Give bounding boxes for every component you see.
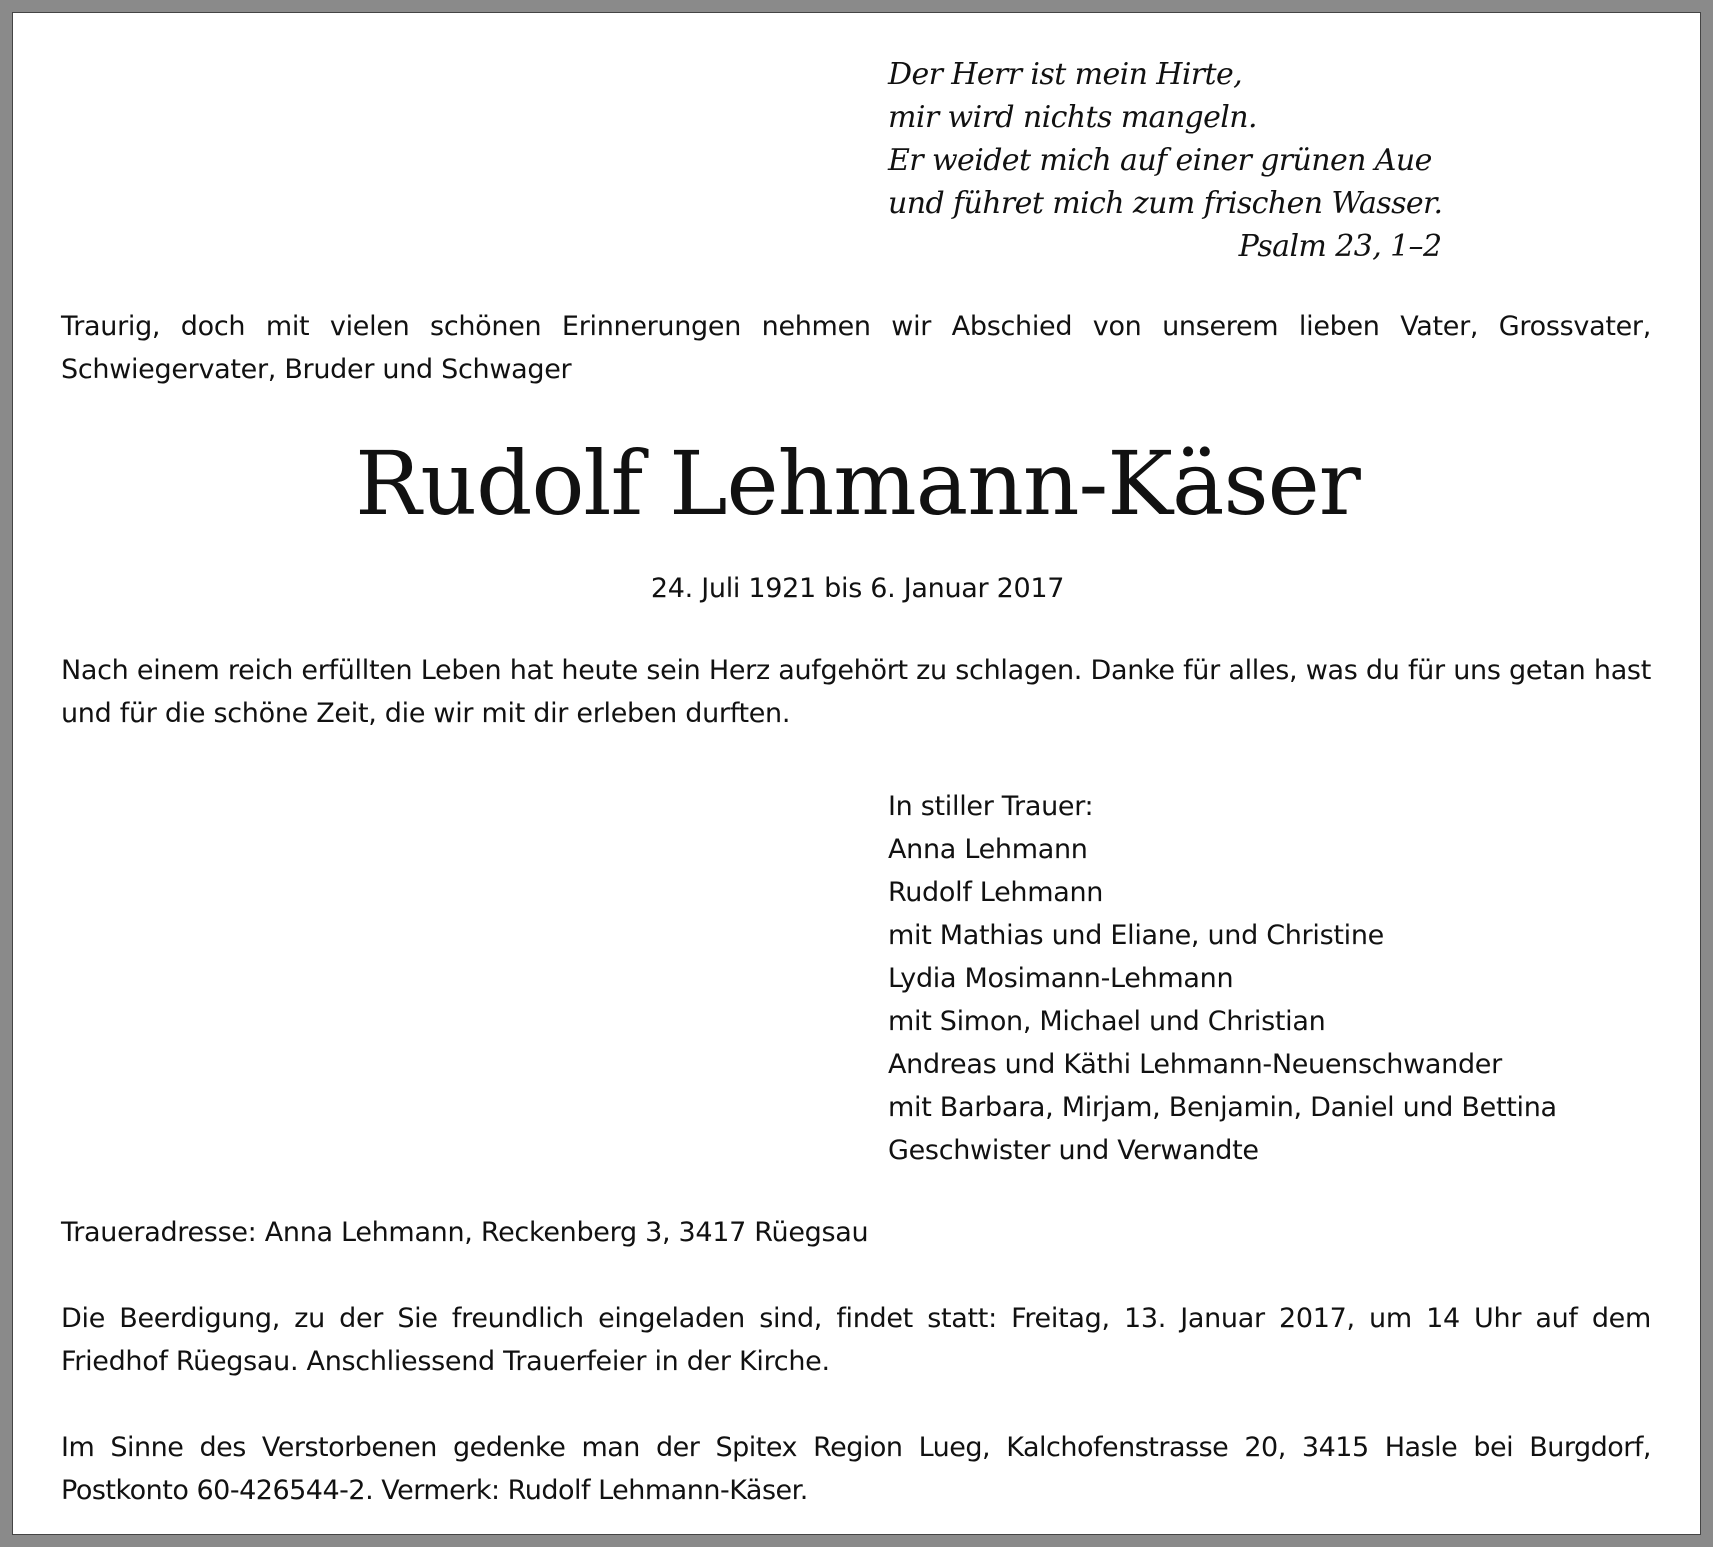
psalm-line: Er weidet mich auf einer grünen Aue (888, 143, 1432, 178)
thanks-text: Nach einem reich erfüllten Leben hat heute sein Herz aufgehört zu schlagen. Danke für alles, was du für uns getan hast und für die schöne Zeit, die wir mit dir erleben durften. (61, 655, 1651, 729)
psalm-line: und führet mich zum frischen Wasser. (888, 186, 1443, 221)
mourning-address: Traueradresse: Anna Lehmann, Reckenberg 3, 3417 Rüegsau (61, 1217, 869, 1248)
mourner-line: mit Simon, Michael und Christian (888, 1006, 1326, 1037)
life-dates: 24. Juli 1921 bis 6. Januar 2017 (650, 573, 1065, 604)
mourners-heading: In stiller Trauer: (888, 791, 1094, 822)
funeral-details: Die Beerdigung, zu der Sie freundlich eingeladen sind, findet statt: Freitag, 13. Januar 2017, um 14 Uhr auf dem Friedhof Rüegsau. Anschliessend Trauerfeier in der Kirche. (61, 1303, 1651, 1377)
psalm-line: mir wird nichts mangeln. (888, 100, 1257, 135)
mourner-line: Rudolf Lehmann (888, 877, 1104, 908)
mourner-line: Geschwister und Verwandte (888, 1135, 1259, 1166)
mourner-line: mit Barbara, Mirjam, Benjamin, Daniel und Bettina (888, 1092, 1557, 1123)
mourner-line: Lydia Mosimann-Lehmann (888, 963, 1234, 994)
obituary-notice (12, 12, 1701, 1535)
mourner-line: Anna Lehmann (888, 834, 1088, 865)
deceased-name: Rudolf Lehmann-Käser (355, 432, 1360, 535)
psalm-reference: Psalm 23, 1–2 (1238, 229, 1442, 264)
intro-text: Traurig, doch mit vielen schönen Erinnerungen nehmen wir Abschied von unserem lieben Vater, Grossvater, Schwiegervater, Bruder und Schwager (61, 311, 1651, 385)
psalm-quote (888, 53, 1442, 268)
mourner-line: mit Mathias und Eliane, und Christine (888, 920, 1384, 951)
mourner-line: Andreas und Käthi Lehmann-Neuenschwander (888, 1049, 1502, 1080)
mourners-list (888, 785, 1557, 1172)
psalm-line: Der Herr ist mein Hirte, (888, 57, 1243, 92)
donation-note: Im Sinne des Verstorbenen gedenke man der Spitex Region Lueg, Kalchofenstrasse 20, 3415 Hasle bei Burgdorf, Postkonto 60-426544-2. Vermerk: Rudolf Lehmann-Käser. (61, 1432, 1651, 1506)
